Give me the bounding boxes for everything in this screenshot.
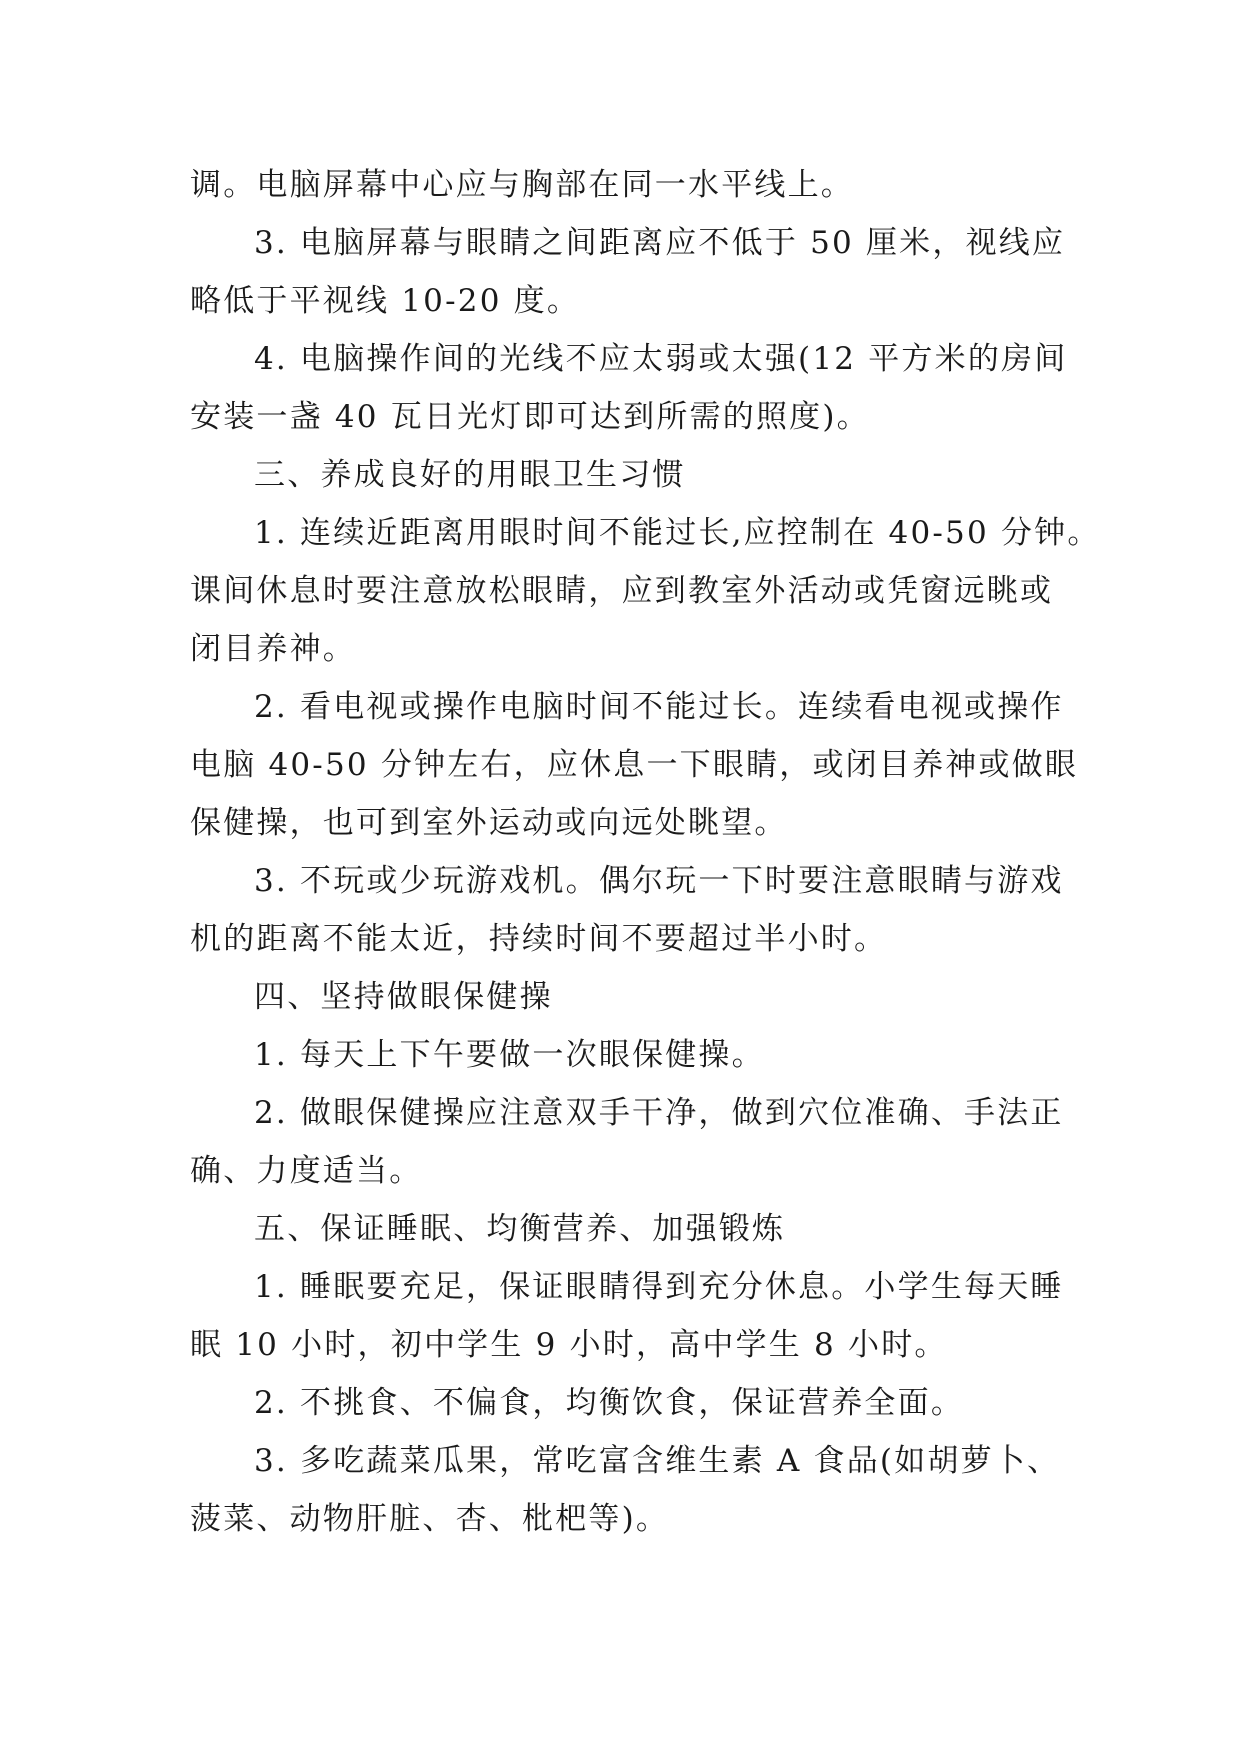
text-line: 确、力度适当。 bbox=[190, 1153, 423, 1189]
section-heading: 三、养成良好的用眼卫生习惯 bbox=[254, 457, 686, 493]
text-line: 眠 10 小时，初中学生 9 小时，高中学生 8 小时。 bbox=[190, 1327, 948, 1363]
section-heading: 五、保证睡眠、均衡营养、加强锻炼 bbox=[254, 1211, 786, 1247]
text-line: 2. 做眼保健操应注意双手干净，做到穴位准确、手法正 bbox=[254, 1095, 1064, 1131]
text-line: 略低于平视线 10-20 度。 bbox=[190, 283, 581, 319]
text-line: 3. 多吃蔬菜瓜果，常吃富含维生素 A 食品(如胡萝卜、 bbox=[254, 1443, 1061, 1479]
text-line: 2. 不挑食、不偏食，均衡饮食，保证营养全面。 bbox=[254, 1385, 965, 1421]
text-line: 3. 电脑屏幕与眼睛之间距离应不低于 50 厘米，视线应 bbox=[254, 225, 1066, 261]
text-line: 1. 每天上下午要做一次眼保健操。 bbox=[254, 1037, 765, 1073]
document-page bbox=[190, 156, 1101, 1548]
text-line: 调。电脑屏幕中心应与胸部在同一水平线上。 bbox=[190, 167, 854, 203]
text-line: 菠菜、动物肝脏、杏、枇杷等)。 bbox=[190, 1501, 670, 1537]
text-line: 2. 看电视或操作电脑时间不能过长。连续看电视或操作 bbox=[254, 689, 1064, 725]
text-line: 电脑 40-50 分钟左右，应休息一下眼睛，或闭目养神或做眼 bbox=[190, 747, 1079, 783]
text-line: 机的距离不能太近，持续时间不要超过半小时。 bbox=[190, 921, 888, 957]
text-line: 课间休息时要注意放松眼睛，应到教室外活动或凭窗远眺或 bbox=[190, 573, 1054, 609]
text-line: 1. 连续近距离用眼时间不能过长,应控制在 40-50 分钟。 bbox=[254, 515, 1101, 551]
text-line: 3. 不玩或少玩游戏机。偶尔玩一下时要注意眼睛与游戏 bbox=[254, 863, 1064, 899]
section-heading: 四、坚持做眼保健操 bbox=[254, 979, 553, 1015]
text-line: 安装一盏 40 瓦日光灯即可达到所需的照度)。 bbox=[190, 399, 870, 435]
text-line: 保健操，也可到室外运动或向远处眺望。 bbox=[190, 805, 788, 841]
text-line: 4. 电脑操作间的光线不应太弱或太强(12 平方米的房间 bbox=[254, 341, 1068, 377]
text-line: 闭目养神。 bbox=[190, 631, 356, 667]
text-line: 1. 睡眠要充足，保证眼睛得到充分休息。小学生每天睡 bbox=[254, 1269, 1064, 1305]
